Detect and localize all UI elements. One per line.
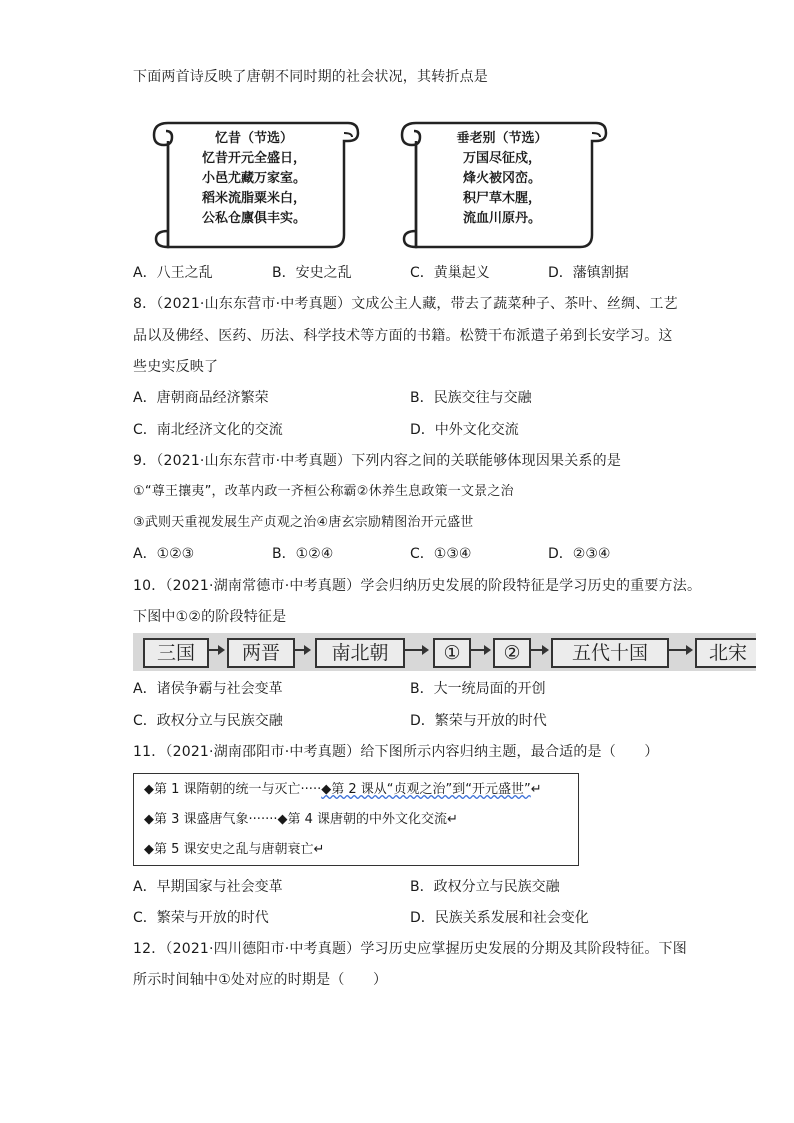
- lesson-item: ◆第 5 课安史之乱与唐朝衰亡: [144, 842, 314, 857]
- poem2-line: 积尸草木腥，: [462, 191, 541, 206]
- q9-option-d[interactable]: D．②③④: [548, 546, 611, 562]
- q8-option-d[interactable]: D．中外文化交流: [410, 422, 519, 438]
- poem2-line: 流血川原丹。: [462, 211, 541, 226]
- q10-stem-line: 10．（2021·湖南常德市·中考真题）学会归纳历史发展的阶段特征是学习历史的重要方法。: [133, 578, 702, 594]
- poem-scroll-1: [148, 115, 360, 255]
- q10-option-c[interactable]: C．政权分立与民族交融: [133, 713, 283, 729]
- q8-option-b[interactable]: B．民族交往与交融: [410, 390, 532, 406]
- q8-stem-line: 些史实反映了: [133, 359, 219, 375]
- poem1-line: 小邑尤藏万家室。: [201, 171, 306, 186]
- q7-option-b[interactable]: B．安史之乱: [272, 265, 352, 281]
- q10-option-b[interactable]: B．大一统局面的开创: [410, 681, 546, 697]
- q10-stem-line: 下图中①②的阶段特征是: [133, 609, 287, 625]
- q11-option-c[interactable]: C．繁荣与开放的时代: [133, 910, 269, 926]
- poem-scroll-2: [396, 115, 608, 255]
- q12-stem-line: 12．（2021·四川德阳市·中考真题）学习历史应掌握历史发展的分期及其阶段特征。下图: [133, 941, 687, 957]
- timeline-node: 两晋: [227, 638, 295, 668]
- q12-stem-line: 所示时间轴中①处对应的时期是（ ）: [133, 972, 388, 988]
- lesson-item: ◆第 3 课盛唐气象: [144, 812, 249, 827]
- poem2-line: 烽火被冈峦。: [462, 171, 541, 186]
- timeline-node: 南北朝: [315, 638, 405, 668]
- timeline-node: 五代十国: [551, 638, 669, 668]
- poem1-title: 忆昔（节选）: [214, 131, 293, 146]
- q7-stem: 下面两首诗反映了唐朝不同时期的社会状况，其转折点是: [133, 69, 488, 85]
- lesson-item: ◆第 1 课隋朝的统一与灭亡: [144, 782, 301, 797]
- paragraph-mark-icon: ↵: [530, 782, 542, 797]
- lesson-list-box: [133, 773, 579, 866]
- q10-option-a[interactable]: A．诸侯争霸与社会变革: [133, 681, 283, 697]
- dynasty-timeline: [133, 633, 756, 671]
- arrow-right-icon: [471, 649, 489, 651]
- q9-item-line: ③武则天重视发展生产贞观之治④唐玄宗励精图治开元盛世: [133, 515, 474, 530]
- arrow-right-icon: [209, 649, 223, 651]
- q9-stem: 9．（2021·山东东营市·中考真题）下列内容之间的关联能够体现因果关系的是: [133, 453, 622, 469]
- poem1-line: 公私仓廪俱丰实。: [201, 211, 306, 226]
- q9-option-b[interactable]: B．①②④: [272, 546, 334, 562]
- lesson-row-2: [144, 811, 458, 829]
- timeline-node: 北宋: [695, 638, 756, 668]
- q11-option-a[interactable]: A．早期国家与社会变革: [133, 879, 283, 895]
- q9-option-a[interactable]: A．①②③: [133, 546, 195, 562]
- q8-option-c[interactable]: C．南北经济文化的交流: [133, 422, 283, 438]
- q7-option-a[interactable]: A．八王之乱: [133, 265, 213, 281]
- q8-option-a[interactable]: A．唐朝商品经济繁荣: [133, 390, 269, 406]
- q9-option-c[interactable]: C．①③④: [410, 546, 472, 562]
- lesson-row-3: [144, 841, 324, 859]
- paragraph-mark-icon: ↵: [447, 812, 458, 827]
- q10-option-d[interactable]: D．繁荣与开放的时代: [410, 713, 547, 729]
- q7-option-c[interactable]: C．黄巢起义: [410, 265, 490, 281]
- poem1-line: 忆昔开元全盛日，: [201, 151, 306, 166]
- lesson-item: ◆第 2 课从“贞观之治”到“开元盛世”: [321, 782, 531, 797]
- arrow-right-icon: [405, 649, 427, 651]
- poem2-title: 垂老别（节选）: [456, 131, 548, 146]
- poem2-line: 万国尽征戍，: [462, 151, 541, 166]
- arrow-right-icon: [531, 649, 547, 651]
- timeline-node-1: ①: [433, 638, 471, 668]
- timeline-node-2: ②: [493, 638, 531, 668]
- q8-stem-line: 8．（2021·山东东营市·中考真题）文成公主人藏，带去了蔬菜种子、茶叶、丝绸、工艺: [133, 296, 678, 312]
- q8-stem-line: 品以及佛经、医药、历法、科学技术等方面的书籍。松赞干布派遣子弟到长安学习。这: [133, 328, 673, 344]
- q7-option-d[interactable]: D．藩镇割据: [548, 265, 629, 281]
- lesson-item: ◆第 4 课唐朝的中外文化交流: [277, 812, 448, 827]
- q9-item-line: ①“尊王攘夷”，改革内政一齐桓公称霸②休养生息政策一文景之治: [133, 484, 514, 499]
- lesson-row-1: [144, 781, 542, 799]
- q11-option-d[interactable]: D．民族关系发展和社会变化: [410, 910, 589, 926]
- arrow-right-icon: [295, 649, 309, 651]
- arrow-right-icon: [669, 649, 691, 651]
- q11-stem: 11．（2021·湖南邵阳市·中考真题）给下图所示内容归纳主题，最合适的是（ ）: [133, 744, 659, 760]
- q11-option-b[interactable]: B．政权分立与民族交融: [410, 879, 560, 895]
- leader-dots: ·······: [248, 812, 278, 827]
- timeline-node: 三国: [143, 638, 209, 668]
- leader-dots: ·····: [300, 782, 322, 797]
- paragraph-mark-icon: ↵: [313, 842, 325, 857]
- poem1-line: 稻米流脂粟米白，: [201, 191, 306, 206]
